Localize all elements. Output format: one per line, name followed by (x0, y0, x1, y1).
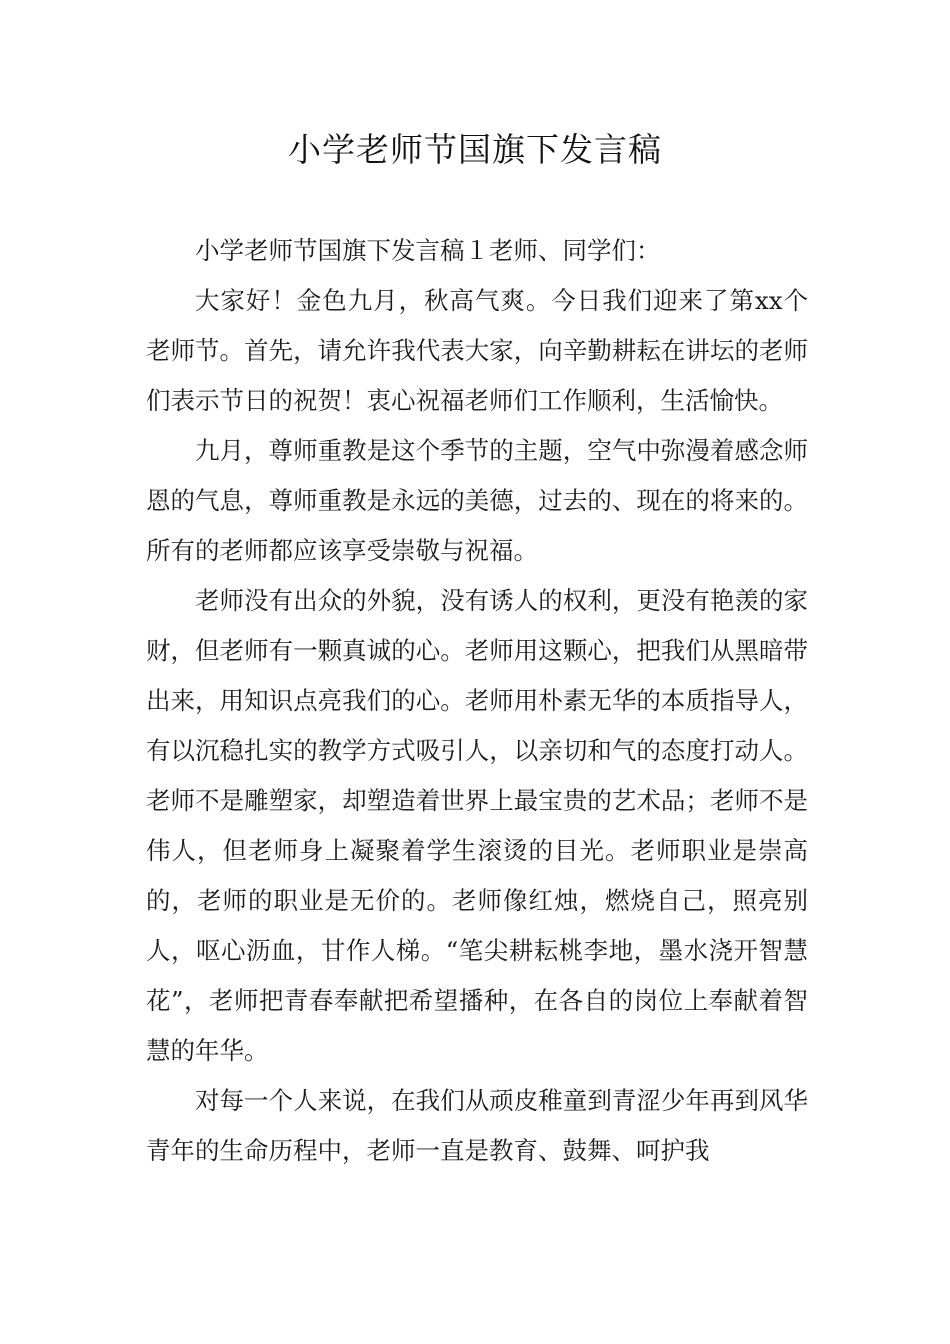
paragraph-3: 九月，尊师重教是这个季节的主题，空气中弥漫着感念师恩的气息，尊师重教是永远的美德，过去的、现在的将来的。所有的老师都应该享受崇敬与祝福。 (146, 436, 808, 565)
paragraph-2: 大家好！金色九月，秋高气爽。今日我们迎来了第xx个老师节。首先，请允许我代表大家，向辛勤耕耘在讲坛的老师们表示节日的祝贺！衷心祝福老师们工作顺利，生活愉快。 (146, 286, 808, 415)
document-body (146, 226, 808, 1176)
document-title: 小学老师节国旗下发言稿 (288, 130, 662, 169)
paragraph-4: 老师没有出众的外貌，没有诱人的权利，更没有艳羡的家财，但老师有一颗真诚的心。老师用这颗心，把我们从黑暗带出来，用知识点亮我们的心。老师用朴素无华的本质指导人，有以沉稳扎实的教学方式吸引人，以亲切和气的态度打动人。老师不是雕塑家，却塑造着世界上最宝贵的艺术品；老师不是伟人，但老师身上凝聚着学生滚烫的目光。老师职业是崇高的，老师的职业是无价的。老师像红烛，燃烧自己，照亮别人，呕心沥血，甘作人梯。“笔尖耕耘桃李地，墨水浇开智慧花”，老师把青春奉献把希望播种，在各自的岗位上奉献着智慧的年华。 (146, 586, 808, 1065)
paragraph-5: 对每一个人来说，在我们从顽皮稚童到青涩少年再到风华青年的生命历程中，老师一直是教育、鼓舞、呵护我 (146, 1086, 808, 1165)
paragraph-1: 小学老师节国旗下发言稿１老师、同学们： (195, 236, 661, 265)
